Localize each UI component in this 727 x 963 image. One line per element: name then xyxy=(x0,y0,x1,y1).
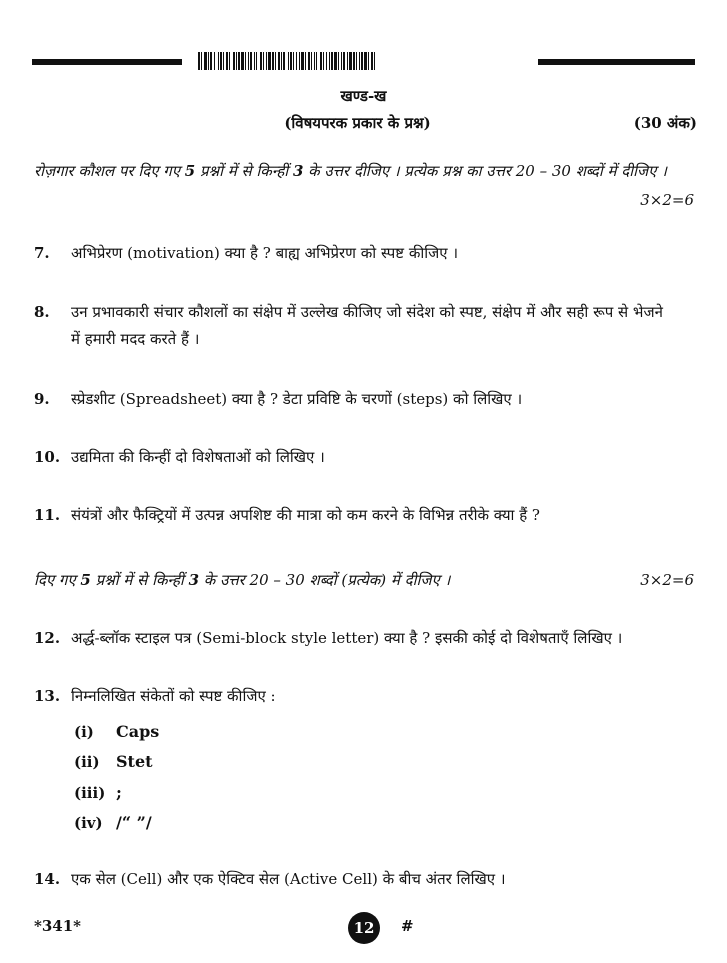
barcode xyxy=(198,52,520,70)
question-12 xyxy=(34,625,674,652)
question-number: 12. xyxy=(34,629,61,647)
question-9 xyxy=(34,386,674,413)
question-11 xyxy=(34,502,674,529)
sub-item-value: Stet xyxy=(116,752,153,771)
question-text: एक सेल (Cell) और एक ऐक्टिव सेल (Active Cell) के बीच अंतर लिखिए । xyxy=(71,870,506,888)
sub-item-value: ; xyxy=(116,783,122,802)
question-number: 10. xyxy=(34,448,61,466)
sub-item-iv xyxy=(74,813,152,832)
sub-item-i xyxy=(74,722,159,741)
question-14 xyxy=(34,866,674,893)
sub-item-label: (i) xyxy=(74,723,94,741)
question-number: 8. xyxy=(34,303,50,321)
paper-code: *341* xyxy=(34,917,81,935)
sub-item-ii xyxy=(74,752,153,771)
sub-item-value: /“ ”/ xyxy=(116,813,152,832)
sub-item-label: (iv) xyxy=(74,814,103,832)
total-marks: (30 अंक) xyxy=(633,114,697,132)
question-13 xyxy=(34,683,674,710)
header-rule-left xyxy=(32,59,182,65)
question-7 xyxy=(34,240,674,267)
question-10 xyxy=(34,444,674,471)
instruction-2-marks: 3×2=6 xyxy=(640,571,694,589)
question-number: 7. xyxy=(34,244,50,262)
section-title: खण्ड-ख xyxy=(340,87,387,105)
question-number: 9. xyxy=(34,390,50,408)
instruction-1: रोज़गार कौशल पर दिए गए 5 प्रश्नों में से किन्हीं 3 के उत्तर दीजिए । प्रत्येक प्रश्न का उत्तर 20 – 30 शब्दों में दीजिए । xyxy=(34,162,667,180)
sub-item-label: (iii) xyxy=(74,784,106,802)
question-text: उन प्रभावकारी संचार कौशलों का संक्षेप में उल्लेख कीजिए जो संदेश को स्पष्ट, संक्षेप में और सही रूप से भेजने में हमारी मदद करते हैं । xyxy=(71,303,663,348)
question-text: निम्नलिखित संकेतों को स्पष्ट कीजिए : xyxy=(71,687,276,705)
question-8 xyxy=(34,299,674,353)
question-number: 14. xyxy=(34,870,61,888)
instruction-2: दिए गए 5 प्रश्नों में से किन्हीं 3 के उत्तर 20 – 30 शब्दों (प्रत्येक) में दीजिए । xyxy=(34,571,451,589)
question-text: अभिप्रेरण (motivation) क्या है ? बाह्य अभिप्रेरण को स्पष्ट कीजिए । xyxy=(71,244,459,262)
hash-mark: # xyxy=(401,917,414,935)
sub-item-value: Caps xyxy=(116,722,160,741)
header-rule-right xyxy=(538,59,695,65)
section-subtitle: (विषयपरक प्रकार के प्रश्न) xyxy=(284,114,431,132)
question-text: स्प्रेडशीट (Spreadsheet) क्या है ? डेटा प्रविष्टि के चरणों (steps) को लिखिए । xyxy=(71,390,523,408)
question-text: अर्द्ध-ब्लॉक स्टाइल पत्र (Semi-block style letter) क्या है ? इसकी कोई दो विशेषताएँ लिखिए । xyxy=(71,629,623,647)
instruction-1-marks: 3×2=6 xyxy=(640,191,694,209)
question-number: 11. xyxy=(34,506,61,524)
sub-item-label: (ii) xyxy=(74,753,100,771)
page-number: 12 xyxy=(348,912,380,944)
question-text: संयंत्रों और फैक्ट्रियों में उत्पन्न अपशिष्ट की मात्रा को कम करने के विभिन्न तरीके क्या हैं ? xyxy=(71,506,540,524)
sub-item-iii xyxy=(74,783,122,802)
question-text: उद्यमिता की किन्हीं दो विशेषताओं को लिखिए । xyxy=(71,448,325,466)
question-number: 13. xyxy=(34,687,61,705)
